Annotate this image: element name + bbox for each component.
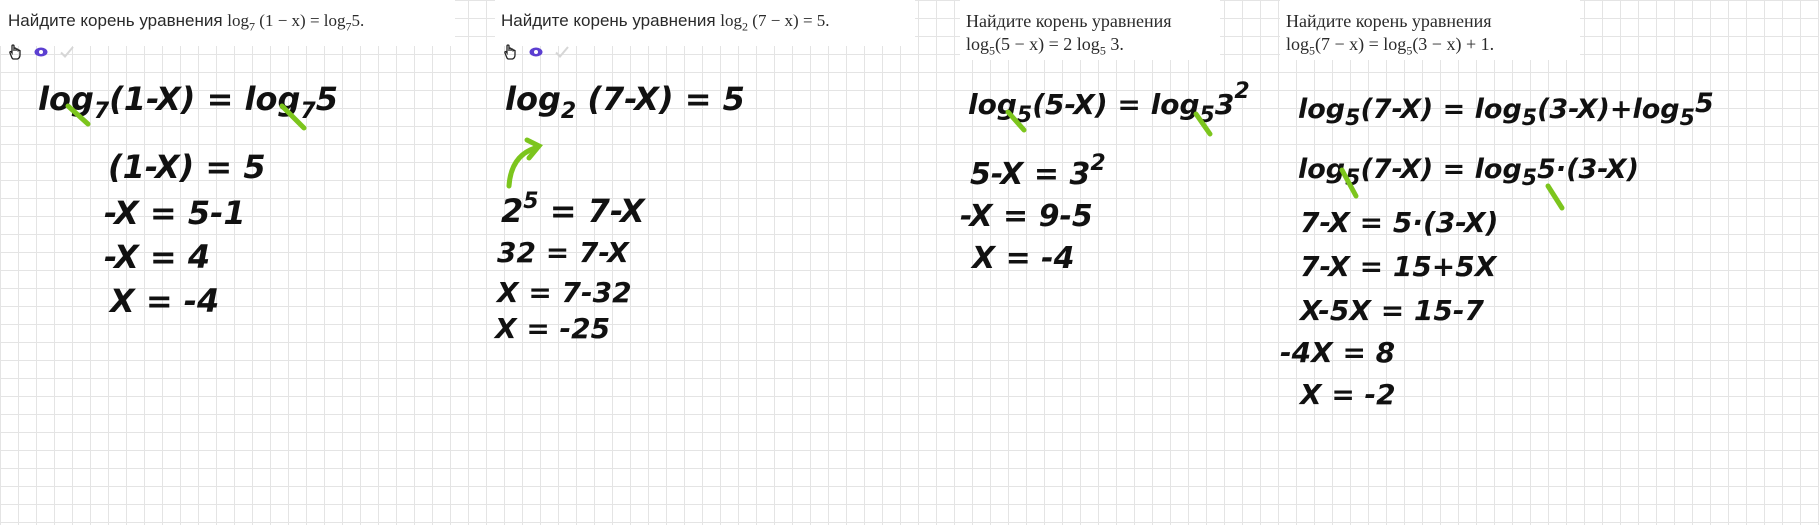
problem-panel-1 [0, 0, 460, 525]
strike-mark [1548, 186, 1562, 208]
solution-line-4: -X = 4 [104, 238, 211, 276]
solution-line-2: (1-X) = 5 [108, 148, 266, 186]
solution-line-2: $\log_5(7-X) = \log_55\cdot(3-X)$ [1298, 154, 1639, 191]
problem-panel-2 [495, 0, 925, 525]
problem-panel-4 [1280, 0, 1819, 525]
solution-line-4: X = -4 [972, 241, 1075, 276]
solution-line-1: $\log_2 (7-X) = 5$ [505, 80, 745, 124]
handwritten-solution [0, 0, 460, 525]
solution-line-2: $2^5 = 7-X$ [501, 189, 645, 230]
solution-line-4: X = 7-32 [497, 276, 632, 309]
solution-line-2: $5-X = 3^2$ [970, 151, 1106, 192]
solution-line-1: $\log_7(1-X) = \log_75$ [38, 80, 338, 124]
solution-line-6: -4X = 8 [1280, 336, 1396, 369]
handwritten-solution [1280, 0, 1819, 525]
solution-line-3: 7-X = 5·(3-X) [1300, 206, 1499, 239]
solution-line-5: X-5X = 15-7 [1300, 294, 1484, 327]
solution-line-7: X = -2 [1300, 378, 1396, 411]
solution-line-3: -X = 5-1 [104, 194, 246, 232]
solution-line-1: $\log_5(7-X) = \log_5(3-X)+\log_55$ [1298, 88, 1714, 131]
handwritten-solution [495, 0, 925, 525]
solution-line-5: X = -4 [110, 282, 220, 320]
solution-line-3: -X = 9-5 [960, 199, 1093, 234]
task-label: Найдите корень уравнения [1286, 11, 1492, 31]
solution-line-3: 32 = 7-X [497, 236, 629, 269]
task-equation: $\log_2 (7 - x) = 5$. [720, 11, 830, 34]
task-label: Найдите корень уравнения [966, 11, 1172, 31]
task-equation: $\log_5(5 - x) = 2$ $\log_5 3$. [966, 34, 1124, 58]
solution-line-5: X = -25 [495, 312, 611, 345]
task-equation: $\log_5(7 - x) = \log_5(3 - x) + 1$. [1286, 34, 1495, 58]
solution-line-4: 7-X = 15+5X [1300, 250, 1497, 283]
task-label: Найдите корень уравнения [501, 11, 716, 30]
task-equation: $\log_7 (1 - x) = \log_75$. [227, 11, 365, 34]
problem-panel-3 [960, 0, 1270, 525]
task-label: Найдите корень уравнения [8, 11, 223, 30]
handwritten-solution [960, 0, 1270, 525]
solution-line-1: $\log_5(5-X) = \log_53^2$ [968, 79, 1250, 128]
